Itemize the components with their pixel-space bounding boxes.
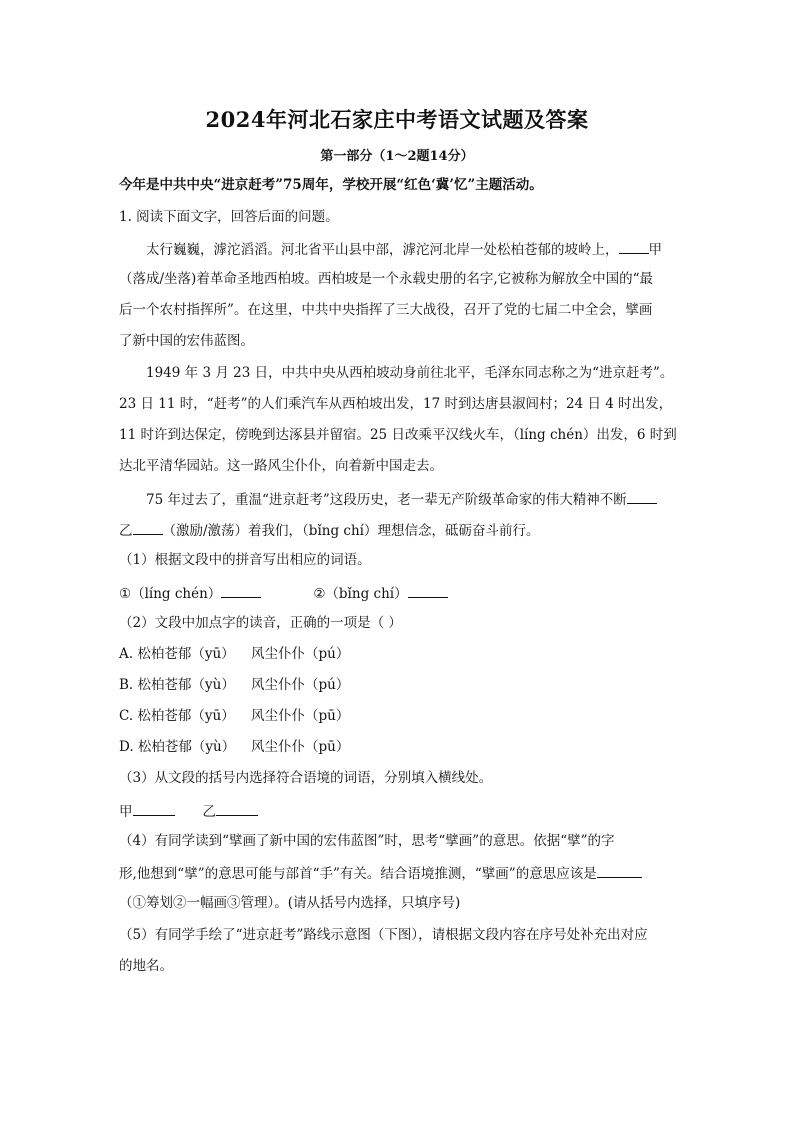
sub2-option-d[interactable]	[119, 738, 349, 756]
passage-p1-line3: 后一个农村指挥所”。在这里，中共中央指挥了三大战役，召开了党的七届二中全会，擘画	[119, 302, 653, 318]
option-word: 风尘仆仆（pū）	[251, 739, 350, 755]
passage-p2-line1: 1949 年 3 月 23 日，中共中央从西柏坡动身前往北平，毛泽东同志称之为“进京赶考”。	[146, 365, 674, 381]
sub1-answers	[119, 583, 448, 603]
sub4-blank[interactable]	[597, 863, 642, 878]
passage-text: （激励/激荡）着我们，（bǐng chí）理想信念，砥砺奋斗前行。	[162, 523, 540, 539]
sub4-line2	[119, 863, 642, 883]
passage-p2-line3: 11 时许到达保定，傍晚到达涿县并留宿。25 日改乘平汉线火车，（líng chén）出发，6 时到	[119, 427, 677, 443]
passage-p3-line1	[146, 489, 657, 509]
passage-p2-line4: 达北平清华园站。这一路风尘仆仆，向着新中国走去。	[119, 458, 443, 474]
blank-yi-1	[627, 489, 657, 504]
passage-p1-line2: （落成/坐落)着革命圣地西柏坡。西柏坡是一个永载史册的名字,它被称为解放全中国的“最	[119, 271, 654, 287]
sub1-b-label: ②（bǐng chí）	[313, 586, 408, 602]
option-word: 风尘仆仆（pū）	[251, 708, 350, 724]
passage-text: 75 年过去了，重温“进京赶考”这段历史，老一辈无产阶级革命家的伟大精神不断	[146, 492, 627, 508]
option-label: D. 松柏苍郁（yù）	[119, 739, 236, 755]
passage-text: 太行巍巍，滹沱滔滔。河北省平山县中部，滹沱河北岸一处松柏苍郁的坡岭上，	[146, 242, 619, 258]
sub2-option-b[interactable]	[119, 676, 349, 694]
sub1-prompt: （1）根据文段中的拼音写出相应的词语。	[119, 552, 371, 568]
sub3-a-label: 甲	[119, 804, 133, 820]
sub3-b-blank[interactable]	[216, 801, 258, 816]
option-label: C. 松柏苍郁（yū）	[119, 708, 235, 724]
page-title: 2024年河北石家庄中考语文试题及答案	[205, 107, 589, 132]
sub1-b-blank[interactable]	[408, 583, 448, 598]
blank-jia-1	[619, 239, 649, 254]
passage-p2-line2: 23 日 11 时，“赶考”的人们乘汽车从西柏坡出发，17 时到达唐县淑闾村；24 日 4 时出发，	[119, 396, 673, 412]
option-word: 风尘仆仆（pú）	[251, 646, 350, 662]
sub4-text: 形,他想到“擘”的意思可能与部首“手”有关。结合语境推测，“擘画”的意思应该是	[119, 866, 597, 882]
sub3-a-blank[interactable]	[133, 801, 175, 816]
sub3-prompt: （3）从文段的括号内选择符合语境的词语，分别填入横线处。	[119, 770, 493, 786]
sub3-b-label: 乙	[202, 804, 216, 820]
blank-yi-label: 乙	[119, 523, 133, 539]
section-subtitle: 第一部分（1～2题14分）	[320, 149, 474, 164]
sub1-a-label: ①（líng chén）	[119, 586, 222, 602]
option-word: 风尘仆仆（pú）	[251, 677, 350, 693]
option-label: B. 松柏苍郁（yù）	[119, 677, 235, 693]
sub4-line1: （4）有同学读到“擘画了新中国的宏伟蓝图”时，思考“擘画”的意思。依据“擘”的字	[119, 833, 615, 849]
blank-yi-2	[133, 520, 163, 535]
passage-p1-line1	[146, 239, 662, 259]
sub3-answers	[119, 801, 258, 821]
blank-jia-label: 甲	[648, 242, 662, 258]
passage-p1-line4: 了新中国的宏伟蓝图。	[119, 333, 254, 349]
sub2-prompt: （2）文段中加点字的读音，正确的一项是（ ）	[119, 615, 402, 631]
intro-text: 今年是中共中央“进京赶考”75周年，学校开展“红色‘冀’忆”主题活动。	[119, 177, 543, 193]
passage-p3-line2	[119, 520, 539, 540]
sub2-option-c[interactable]	[119, 707, 349, 725]
sub5-line1: （5）有同学手绘了“进京赶考”路线示意图（下图），请根据文段内容在序号处补充出对应	[119, 927, 648, 943]
sub1-a-blank[interactable]	[221, 583, 261, 598]
option-label: A. 松柏苍郁（yū）	[119, 646, 235, 662]
question-1-heading: 1. 阅读下面文字，回答后面的问题。	[119, 209, 339, 225]
sub4-line3: （①筹划②一幅画③管理）。(请从括号内选择，只填序号)	[119, 895, 461, 911]
sub5-line2: 的地名。	[119, 958, 173, 974]
sub2-option-a[interactable]	[119, 645, 349, 663]
